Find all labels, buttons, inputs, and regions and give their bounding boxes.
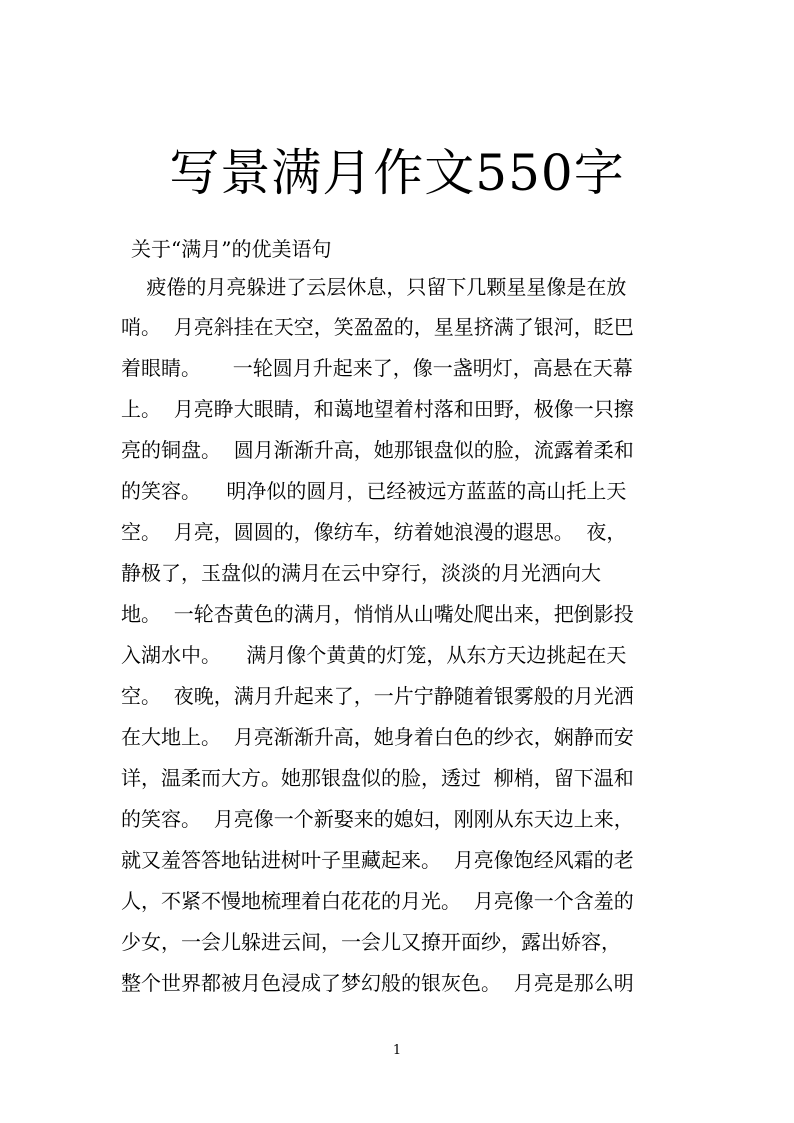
body-line: 上。 月亮睁大眼睛，和蔼地望着村落和田野，极像一只擦 (121, 397, 634, 421)
body-line: 详，温柔而大方。她那银盘似的脸，透过 柳梢，留下温和 (121, 766, 634, 790)
body-line: 的笑容。 月亮像一个新娶来的媳妇，刚刚从东天边上来， (121, 807, 634, 831)
body-line: 整个世界都被月色浸成了梦幻般的银灰色。 月亮是那么明 (121, 971, 634, 995)
body-line: 静极了，玉盘似的满月在云中穿行，淡淡的月光洒向大 (121, 561, 601, 585)
page-number: 1 (392, 1043, 402, 1058)
body-line: 亮的铜盘。 圆月渐渐升高，她那银盘似的脸，流露着柔和 (121, 438, 634, 462)
body-line: 疲倦的月亮躲进了云层休息，只留下几颗星星像是在放 (121, 275, 627, 299)
body-line: 着眼睛。 一轮圆月升起来了，像一盏明灯，高悬在天幕 (121, 356, 633, 380)
body-line: 哨。 月亮斜挂在天空，笑盈盈的，星星挤满了银河，眨巴 (121, 315, 634, 339)
body-line: 空。 夜晚，满月升起来了，一片宁静随着银雾般的月光洒 (121, 684, 634, 708)
body-line: 入湖水中。 满月像个黄黄的灯笼，从东方天边挑起在天 (121, 643, 627, 667)
document-subtitle: 关于“满月”的优美语句 (131, 237, 332, 261)
body-line: 空。 月亮，圆圆的，像纺车，纺着她浪漫的遐思。 夜， (121, 520, 627, 544)
body-line: 就又羞答答地钻进树叶子里藏起来。 月亮像饱经风霜的老 (121, 848, 634, 872)
body-line: 人，不紧不慢地梳理着白花花的月光。 月亮像一个含羞的 (121, 889, 634, 913)
body-line: 的笑容。 明净似的圆月，已经被远方蓝蓝的高山托上天 (121, 479, 627, 503)
body-line: 在大地上。 月亮渐渐升高，她身着白色的纱衣，娴静而安 (121, 725, 634, 749)
body-line: 少女，一会儿躲进云间，一会儿又撩开面纱，露出娇容， (121, 930, 621, 954)
document-title: 写景满月作文550字 (169, 144, 625, 202)
body-line: 地。 一轮杏黄色的满月，悄悄从山嘴处爬出来，把倒影投 (121, 602, 634, 626)
